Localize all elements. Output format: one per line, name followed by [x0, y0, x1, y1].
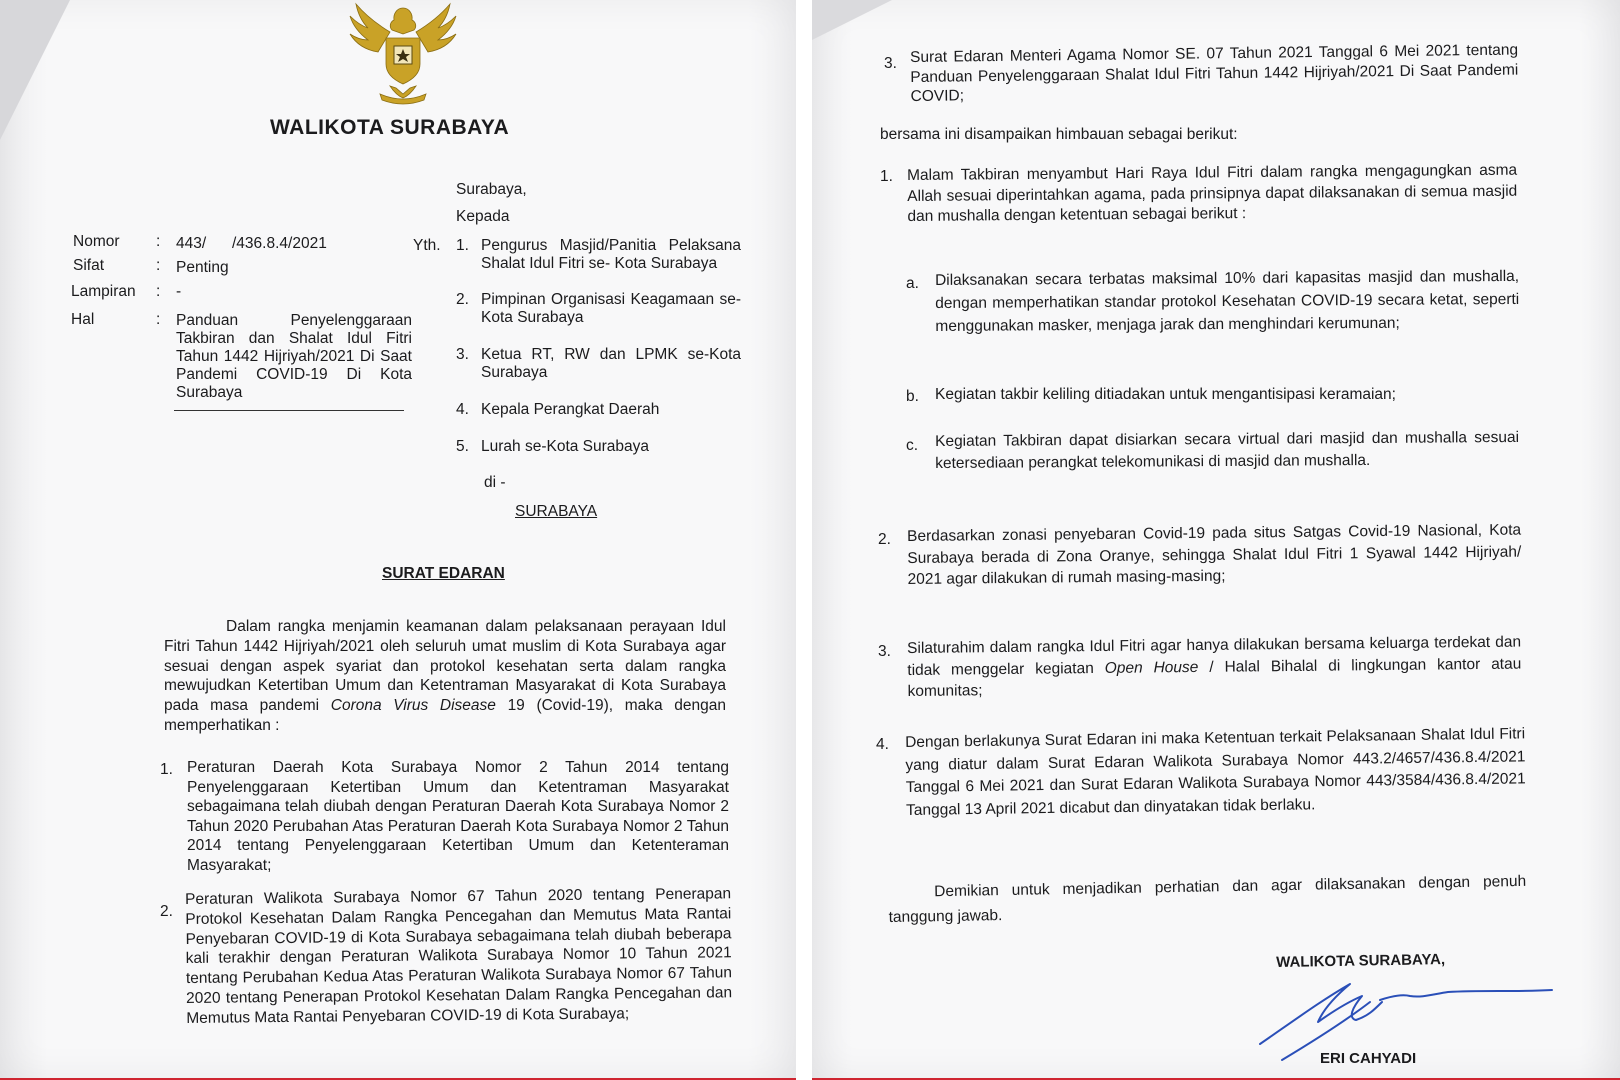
di-label: di - — [484, 474, 506, 491]
consideration-number: 2. — [160, 903, 173, 920]
intro-italic-term: Corona Virus Disease — [330, 697, 496, 715]
consideration-item: Peraturan Daerah Kota Surabaya Nomor 2 Tahun 2014 tentang Penyelenggaraan Ketertiban Umum dan Ketentraman Masyarakat sebagaimana telah diubah dengan Peraturan Daerah Kota Surabaya Nomor 2 Tahun 2020 Perubahan Atas Peraturan Daerah Kota Surabaya Nomor 2 Tahun 2014 tentang Penyelenggaraan Ketertiban Umum dan Ketenteraman Masyarakat; — [187, 759, 729, 874]
intro-text: Dalam rangka menjamin keamanan dalam pelaksanaan perayaan Idul Fitri Tahun 1442 Hijriyah/2021 oleh seluruh umat muslim di Kota Surabaya agar sesuai dengan aspek syariat dan protokol kesehatan serta dalam rangka mewujudkan Ketertiban Umum dan Ketentraman Masyarakat di Kota Surabaya pada masa pandemi — [164, 618, 726, 715]
meta-sep: : — [156, 233, 161, 250]
appeal-text: Silaturahim dalam rangka Idul Fitri agar hanya dilakukan bersama keluarga terdekat dan tidak menggelar kegiatan — [907, 633, 1522, 679]
appeal-text-end: / Halal Bihalal di lingkungan kantor atau komunitas; — [907, 655, 1522, 701]
meta-value-sifat: Penting — [176, 259, 229, 276]
appeal-item — [907, 632, 1522, 703]
hal-underline — [174, 410, 404, 411]
meta-label-nomor: Nomor — [73, 233, 120, 250]
kepada-label: Kepada — [456, 208, 510, 225]
recipient-number: 4. — [456, 401, 469, 418]
appeal-item: Dengan berlakunya Surat Edaran ini maka Ketentuan terkait Pelaksanaan Shalat Idul Fitri yang diatur dalam Surat Edaran Walikota Surabaya Nomor 443.2/4657/436.8.4/2021 Tanggal 6 Mei 2021 dan Surat Edaran Walikota Surabaya Nomor 443/3584/436.8.4/2021 Tanggal 13 April 2021 dicabut dan dinyatakan tidak berlaku. — [905, 725, 1526, 819]
page-fold-shadow — [0, 0, 70, 140]
garuda-emblem-icon — [340, 2, 466, 106]
page-fold-shadow — [812, 0, 892, 40]
appeal-item: Malam Takbiran menyambut Hari Raya Idul Fitri dalam rangka mengagungkan asma Allah sesuai diperintahkan agama, pada prinsipnya dapat dilaksanakan di semua masjid dan mushalla dengan ketentuan sebagai berikut : — [907, 161, 1518, 226]
appeal-item: Berdasarkan zonasi penyebaran Covid-19 pada situs Satgas Covid-19 Nasional, Kota Surabaya berada di Zona Oranye, sehingga Shalat Idul Fitri 1 Syawal 1442 Hijriyah/ 2021 agar dilakukan di rumah masing-masing; — [907, 521, 1522, 589]
yth-label: Yth. — [413, 237, 441, 254]
sub-item: Kegiatan takbir keliling ditiadakan untuk mengantisipasi keramaian; — [935, 386, 1396, 403]
recipient-number: 5. — [456, 438, 469, 455]
meta-sep: : — [156, 257, 161, 274]
signer-name: ERI CAHYADI — [1320, 1050, 1417, 1067]
consideration-item: Peraturan Walikota Surabaya Nomor 67 Tahun 2020 tentang Penerapan Protokol Kesehatan Dalam Rangka Pencegahan dan Memutus Mata Rantai Penyebaran COVID-19 di Kota Surabaya sebagaimana telah diubah beberapa kali terakhir dengan Peraturan Walikota Surabaya Nomor 10 Tahun 2021 tentang Perubahan Kedua Atas Peraturan Walikota Surabaya Nomor 67 Tahun 2020 tentang Penerapan Protokol Kesehatan Dalam Rangka Pencegahan dan Memutus Mata Rantai Penyebaran COVID-19 di Kota Surabaya; — [185, 885, 733, 1027]
letter-page-2 — [812, 0, 1620, 1078]
meta-sep: : — [156, 311, 161, 328]
sub-item-letter: a. — [906, 275, 919, 292]
recipient-item: Lurah se-Kota Surabaya — [481, 438, 650, 455]
intro-paragraph — [164, 617, 726, 736]
sub-item-letter: b. — [906, 388, 919, 405]
place-date-line: Surabaya, — [456, 181, 527, 198]
meta-value-nomor: 443/ /436.8.4/2021 — [176, 235, 327, 252]
recipient-item: Pimpinan Organisasi Keagamaan se-Kota Surabaya — [481, 291, 741, 326]
recipient-item: Pengurus Masjid/Panitia Pelaksana Shalat Idul Fitri se- Kota Surabaya — [481, 237, 741, 272]
recipient-item: Kepala Perangkat Daerah — [481, 401, 660, 418]
recipient-item: Ketua RT, RW dan LPMK se-Kota Surabaya — [481, 346, 741, 381]
meta-label-hal: Hal — [71, 311, 95, 328]
recipient-number: 3. — [456, 346, 469, 363]
lead-sentence: bersama ini disampaikan himbauan sebagai berikut: — [880, 126, 1238, 143]
appeal-number: 2. — [878, 531, 891, 548]
meta-label-sifat: Sifat — [73, 257, 105, 274]
sub-item: Dilaksanakan secara terbatas maksimal 10% dari kapasitas masjid dan mushalla, dengan memperhatikan standar protokol Kesehatan COVID-19 secara ketat, seperti menggunakan masker, menjaga jarak dan menghindari kerumunan; — [935, 267, 1520, 335]
letter-page-1 — [0, 0, 796, 1078]
consideration-number: 3. — [884, 55, 897, 72]
signer-title: WALIKOTA SURABAYA, — [1276, 951, 1446, 971]
appeal-number: 3. — [878, 643, 891, 660]
appeal-number: 1. — [880, 168, 893, 185]
meta-value-lampiran: - — [176, 283, 182, 300]
page-gap — [796, 0, 812, 1080]
intro-text-end: 19 (Covid-19), maka dengan memperhatikan : — [164, 697, 726, 734]
meta-value-hal: Panduan Penyelenggaraan Takbiran dan Shalat Idul Fitri Tahun 1442 Hijriyah/2021 Di Saat Pandemi COVID-19 Di Kota Surabaya — [176, 312, 412, 401]
meta-sep: : — [156, 283, 161, 300]
recipient-number: 1. — [456, 237, 469, 254]
recipient-number: 2. — [456, 291, 469, 308]
appeal-number: 4. — [876, 736, 889, 753]
meta-label-lampiran: Lampiran — [71, 283, 136, 300]
document-heading: SURAT EDARAN — [382, 565, 505, 582]
consideration-number: 1. — [160, 761, 173, 778]
sub-item: Kegiatan Takbiran dapat disiarkan secara virtual dari masjid dan mushalla sesuai ketersediaan perangkat telekomunikasi di masjid dan mushalla. — [935, 428, 1520, 473]
letterhead-title: WALIKOTA SURABAYA — [270, 116, 510, 139]
appeal-italic-term: Open House — [1104, 658, 1199, 677]
destination-city: SURABAYA — [515, 503, 598, 520]
sub-item-letter: c. — [906, 437, 919, 454]
consideration-item: Surat Edaran Menteri Agama Nomor SE. 07 Tahun 2021 Tanggal 6 Mei 2021 tentang Panduan Penyelenggaraan Shalat Idul Fitri Tahun 1442 Hijriyah/2021 Di Saat Pandemi COVID; — [910, 41, 1519, 106]
closing-paragraph: Demikian untuk menjadikan perhatian dan agar dilaksanakan dengan penuh tanggung jawab. — [888, 872, 1527, 926]
